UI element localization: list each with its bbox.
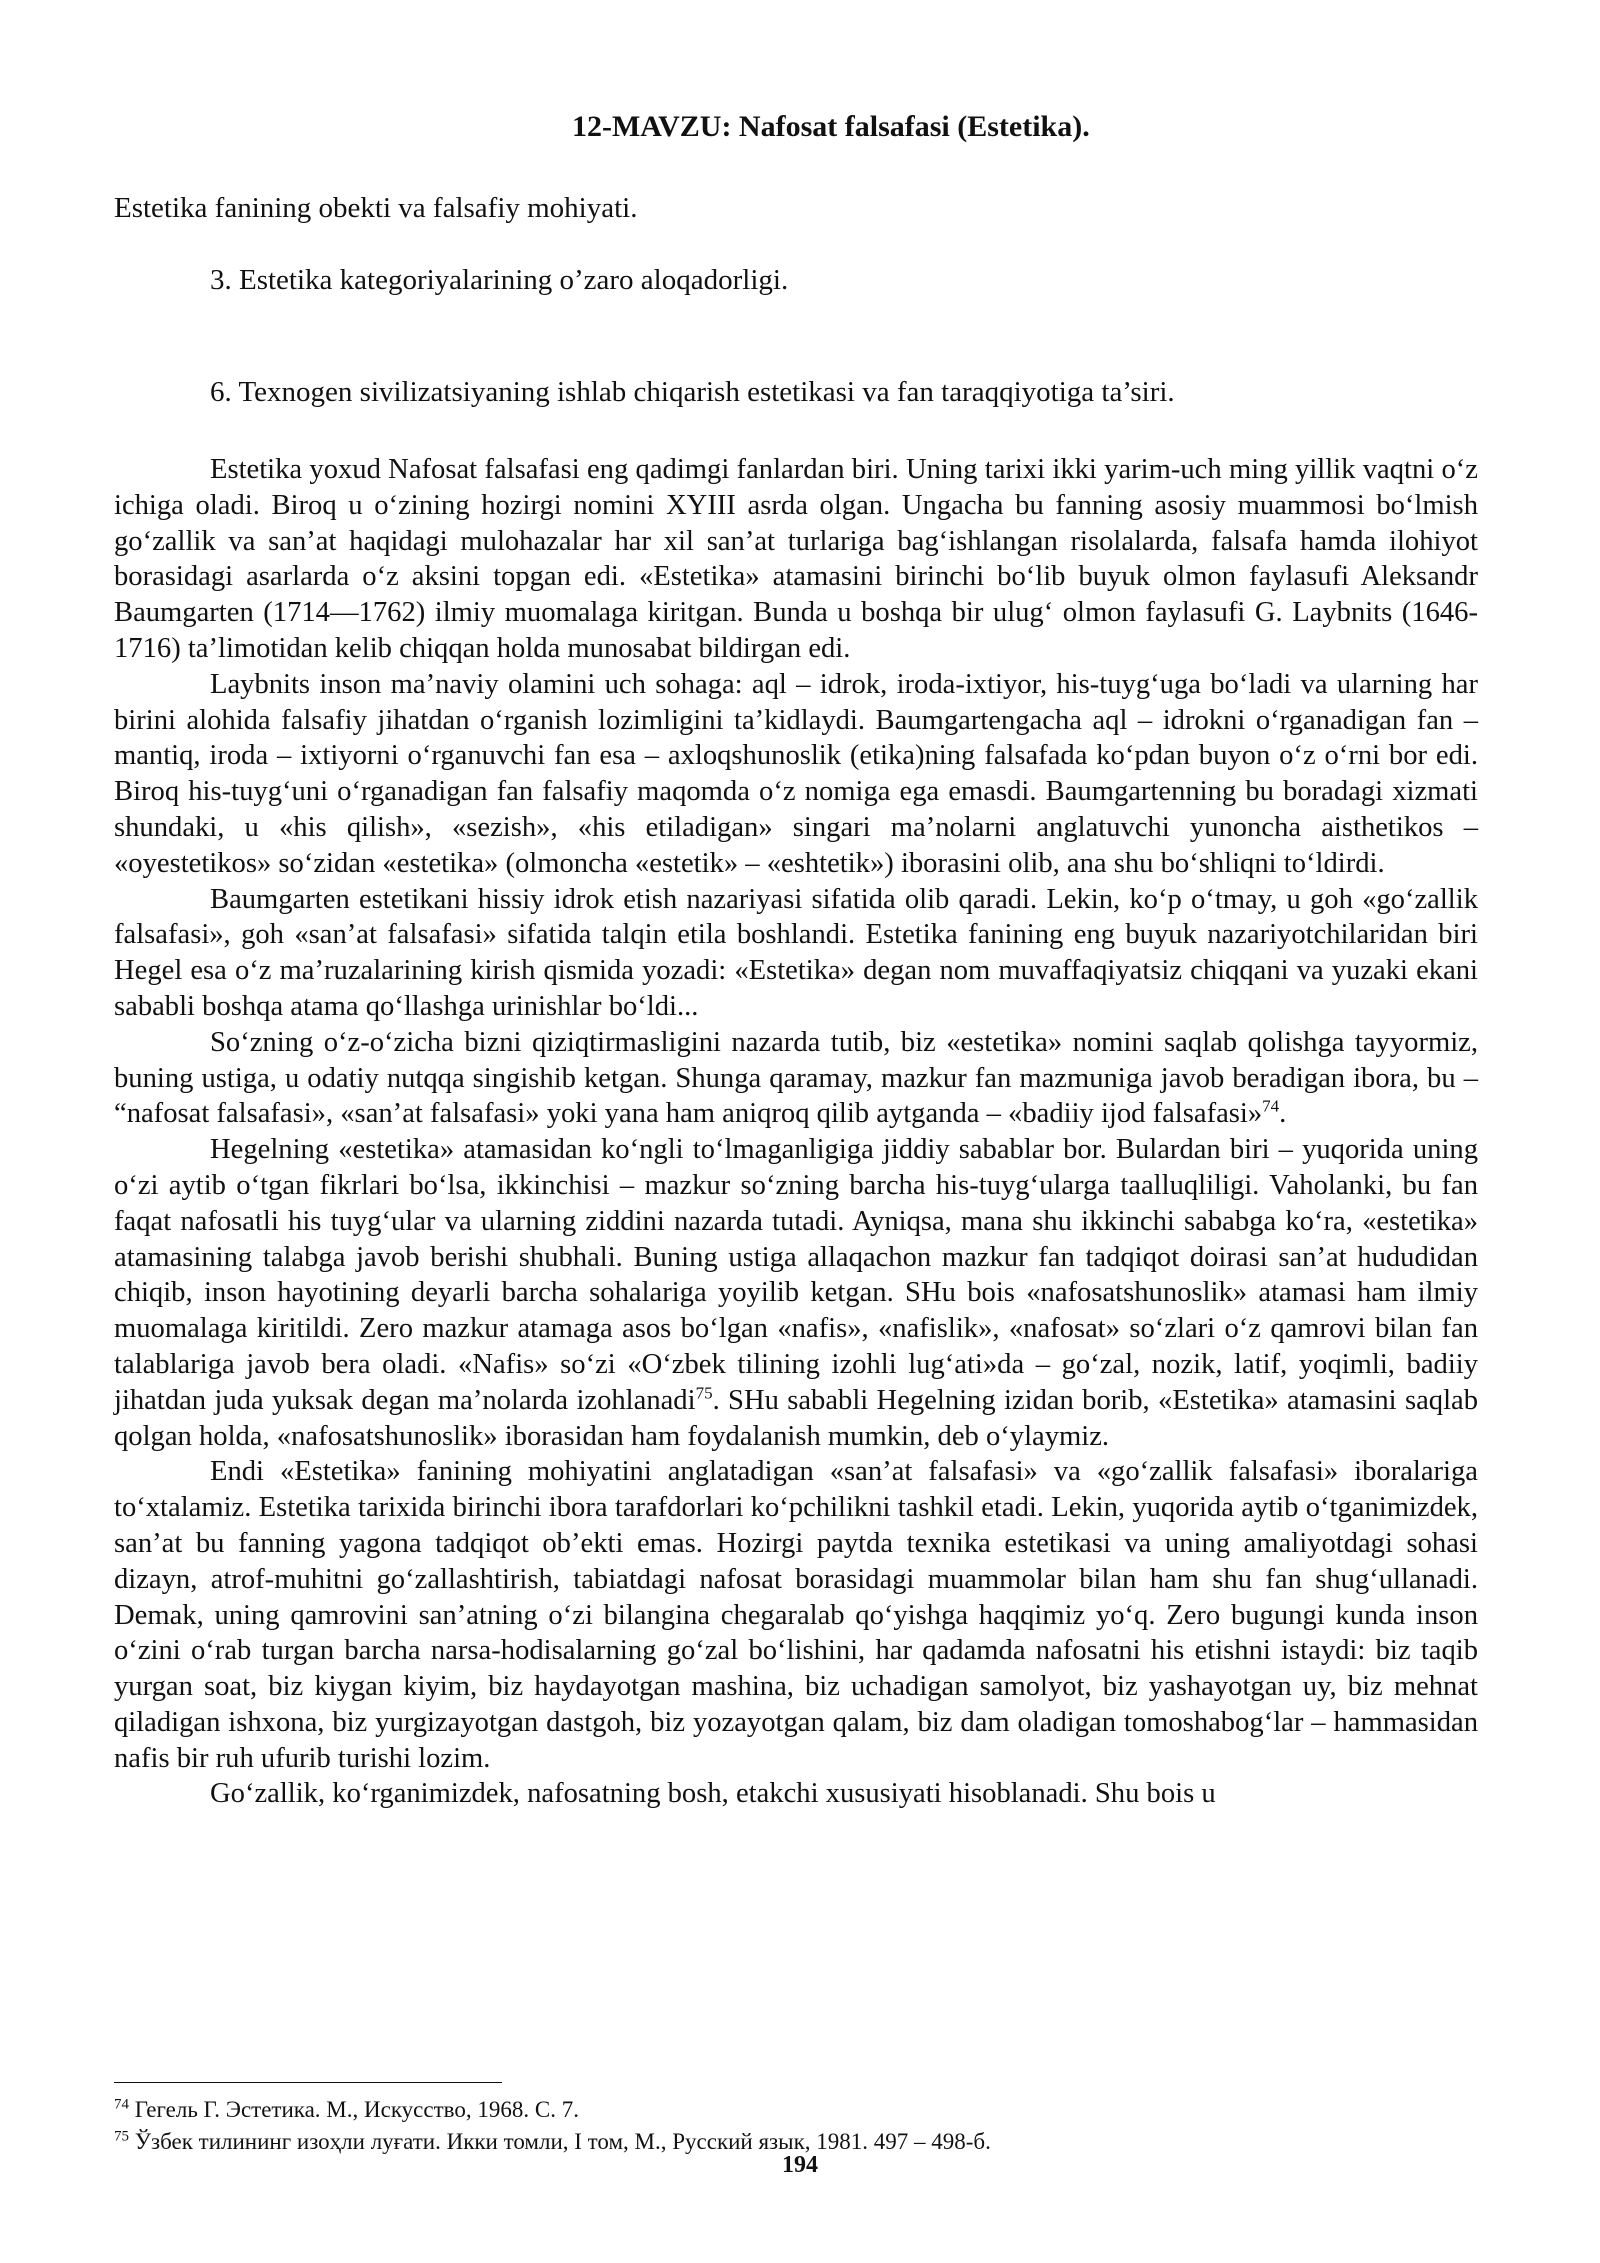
footnote-number: 74	[114, 2096, 129, 2113]
footnote-number: 75	[114, 2128, 129, 2145]
outline-item-6: 6. Texnogen sivilizatsiyaning ishlab chiqarish estetikasi va fan taraqqiyotiga ta’siri.	[210, 376, 1175, 408]
paragraph-3: Baumgarten estetikani hissiy idrok etish nazariyasi sifatida olib qaradi. Lekin, ko‘p o‘tmay, u goh «go‘zallik falsafasi», goh «san’at falsafasi» sifatida talqin etila boshlandi. Estetika fanining eng buyuk nazariyotchilaridan biri Hegel esa o‘z ma’ruzalarining kirish qismida yozadi: «Estetika» degan nom muvaffaqiyatsiz chiqqani va yuzaki ekani sababli boshqa atama qo‘llashga urinishlar bo‘ldi...	[114, 883, 1478, 1022]
outline-item-3: 3. Estetika kategoriyalarining o’zaro aloqadorligi.	[210, 264, 789, 296]
paragraph-6: Endi «Estetika» fanining mohiyatini anglatadigan «san’at falsafasi» va «go‘zallik falsafasi» iboralariga to‘xtalamiz. Estetika tarixida birinchi ibora tarafdorlari ko‘pchilikni tashkil etadi. Lekin, yuqorida aytib o‘tganimizdek, san’at bu fanning yagona tadqiqot ob’ekti emas. Hozirgi paytda texnika estetikasi va uning amaliyotdagi sohasi dizayn, atrof-muhitni go‘zallashtirish, tabiatdagi nafosat borasidagi muammolar bilan ham shu fan shug‘ullanadi. Demak, uning qamrovini san’atning o‘zi bilangina chegaralab qo‘yishga haqqimiz yo‘q. Zero bugungi kunda inson o‘zini o‘rab turgan barcha narsa-hodisalarning go‘zal bo‘lishini, har qadamda nafosatni his etishni istaydi: biz taqib yurgan soat, biz kiygan kiyim, biz haydayotgan mashina, biz uchadigan samolyot, biz yashayotgan uy, biz mehnat qiladigan ishxona, biz yurgizayotgan dastgoh, biz yozayotgan qalam, biz dam oladigan tomoshabog‘lar – hammasidan nafis bir ruh ufurib turishi lozim.	[114, 1456, 1478, 1774]
footnote-text: Гегель Г. Эстетика. М., Искусство, 1968. С. 7.	[134, 2097, 579, 2122]
outline-item-1: Estetika fanining obekti va falsafiy mohiyati.	[114, 192, 638, 224]
topic-title: 12-MAVZU: Nafosat falsafasi (Estetika).	[572, 110, 1090, 143]
footnote-74	[114, 2094, 1478, 2126]
paragraph-7: Go‘zallik, ko‘rganimizdek, nafosatning bosh, etakchi xususiyati hisoblanadi. Shu bois u	[210, 1778, 1216, 1810]
paragraph-1: Estetika yoxud Nafosat falsafasi eng qadimgi fanlardan biri. Uning tarixi ikki yarim-uch ming yillik vaqtni o‘z ichiga oladi. Biroq u o‘zining hozirgi nomini XYIII asrda olgan. Ungacha bu fanning asosiy muammosi bo‘lmish go‘zallik va san’at haqidagi mulohazalar har xil san’at turlariga bag‘ishlangan risolalarda, falsafa hamda ilohiyot borasidagi asarlarda o‘z aksini topgan edi. «Estetika» atamasini birinchi bo‘lib buyuk olmon faylasufi Aleksandr Baumgarten (1714—1762) ilmiy muomalaga kiritgan. Bunda u boshqa bir ulug‘ olmon faylasufi G. Laybnits (1646-1716) ta’limotidan kelib chiqqan holda munosabat bildirgan edi.	[114, 454, 1478, 664]
paragraph-4-text: So‘zning o‘z-o‘zicha bizni qiziqtirmasligini nazarda tutib, biz «estetika» nomini saqlab qolishga tayyormiz, buning ustiga, u odatiy nutqqa singishib ketgan. Shunga qaramay, mazkur fan mazmuniga javob beradigan ibora, bu – “nafosat falsafasi», «san’at falsafasi» yoki yana ham aniqroq qilib aytganda – «badiiy ijod falsafasi»	[114, 1026, 1478, 1130]
footnote-ref-74[interactable]: 74	[1262, 1096, 1280, 1116]
page-number: 194	[782, 2152, 818, 2178]
paragraph-2: Laybnits inson ma’naviy olamini uch sohaga: aql – idrok, iroda-ixtiyor, his-tuyg‘uga bo‘ladi va ularning har birini alohida falsafiy jihatdan o‘rganish lozimligini ta’kidlaydi. Baumgartengacha aql – idrokni o‘rganadigan fan – mantiq, iroda – ixtiyorni o‘rganuvchi fan esa – axloqshunoslik (etika)ning falsafada ko‘pdan buyon o‘z o‘rni bor edi. Biroq his-tuyg‘uni o‘rganadigan fan falsafiy maqomda o‘z nomiga ega emasdi. Baumgartenning bu boradagi xizmati shundaki, u «his qilish», «sezish», «his etiladigan» singari ma’nolarni anglatuvchi yunoncha aisthetikos – «oyestetikos» so‘zidan «estetika» (olmoncha «estetik» – «eshtetik») iborasini olib, ana shu bo‘shliqni to‘ldirdi.	[114, 668, 1478, 879]
paragraph-5-text: Hegelning «estetika» atamasidan ko‘ngli to‘lmaganligiga jiddiy sabablar bor. Bulardan biri – yuqorida uning o‘zi aytib o‘tgan fikrlari bo‘lsa, ikkinchisi – mazkur so‘zning barcha his-tuyg‘ularga taalluqliligi. Vaholanki, bu fan faqat nafosatli his tuyg‘ular va ularning ziddini nazarda tutadi. Ayniqsa, mana shu ikkinchi sababga ko‘ra, «estetika» atamasining talabga javob berishi shubhali. Buning ustiga allaqachon mazkur fan tadqiqot doirasi san’at hududidan chiqib, inson hayotining deyarli barcha sohalariga yoyilib ketgan. SHu bois «nafosatshunoslik» atamasi ham ilmiy muomalaga kiritildi. Zero mazkur atamaga asos bo‘lgan «nafis», «nafislik», «nafosat» so‘zlari o‘z qamrovi bilan fan talablariga javob bera oladi. «Nafis» so‘zi «O‘zbek tilining izohli lug‘ati»da – go‘zal, nozik, latif, yoqimli, badiiy jihatdan juda yuksak degan ma’nolarda izohlanadi	[114, 1134, 1478, 1416]
footnote-divider	[114, 2082, 502, 2083]
footnote-text: Ўзбек тилининг изоҳли луғати. Икки томли, I том, М., Русский язык, 1981. 497 – 498-б.	[134, 2129, 991, 2154]
body-text	[114, 452, 1478, 1812]
paragraph-4-tail: .	[1279, 1098, 1287, 1130]
paragraph-5: Hegelning «estetika» atamasidan ko‘ngli to‘lmaganligiga jiddiy sabablar bor. Bulardan biri – yuqorida uning o‘zi aytib o‘tgan fikrlari bo‘lsa, ikkinchisi – mazkur so‘zning barcha his-tuyg‘ularga taalluqliligi. Vaholanki, bu fan faqat nafosatli his tuyg‘ular va ularning ziddini nazarda tutadi. Ayniqsa, mana shu ikkinchi sababga ko‘ra, «estetika» atamasining talabga javob berishi shubhali. Buning ustiga allaqachon mazkur fan tadqiqot doirasi san’at hududidan chiqib, inson hayotining deyarli barcha sohalariga yoyilib ketgan. SHu bois «nafosatshunoslik» atamasi ham ilmiy muomalaga kiritildi. Zero mazkur atamaga asos bo‘lgan «nafis», «nafislik», «nafosat» so‘zlari o‘z qamrovi bilan fan talablariga javob bera oladi. «Nafis» so‘zi «O‘zbek tilining izohli lug‘ati»da – go‘zal, nozik, latif, yoqimli, badiiy jihatdan juda yuksak degan ma’nolarda izohlanadi$^{75}$. SHu sababli Hegelning izidan borib, «Estetika» atamasini saqlab qolgan holda, «nafosatshunoslik» iborasidan ham foydalanish mumkin, deb o‘ylaymiz.	[114, 1134, 1478, 1452]
footnote-ref-75[interactable]: 75	[695, 1383, 713, 1403]
paragraph-4	[114, 1025, 1478, 1132]
paragraph-5-tail: SHu sababli Hegelning izidan borib, «Estetika» atamasini saqlab qolgan holda, «nafosatshunoslik» iborasidan ham foydalanish mumkin, deb o‘ylaymiz.	[114, 1384, 1478, 1452]
footnotes	[114, 2094, 1478, 2158]
